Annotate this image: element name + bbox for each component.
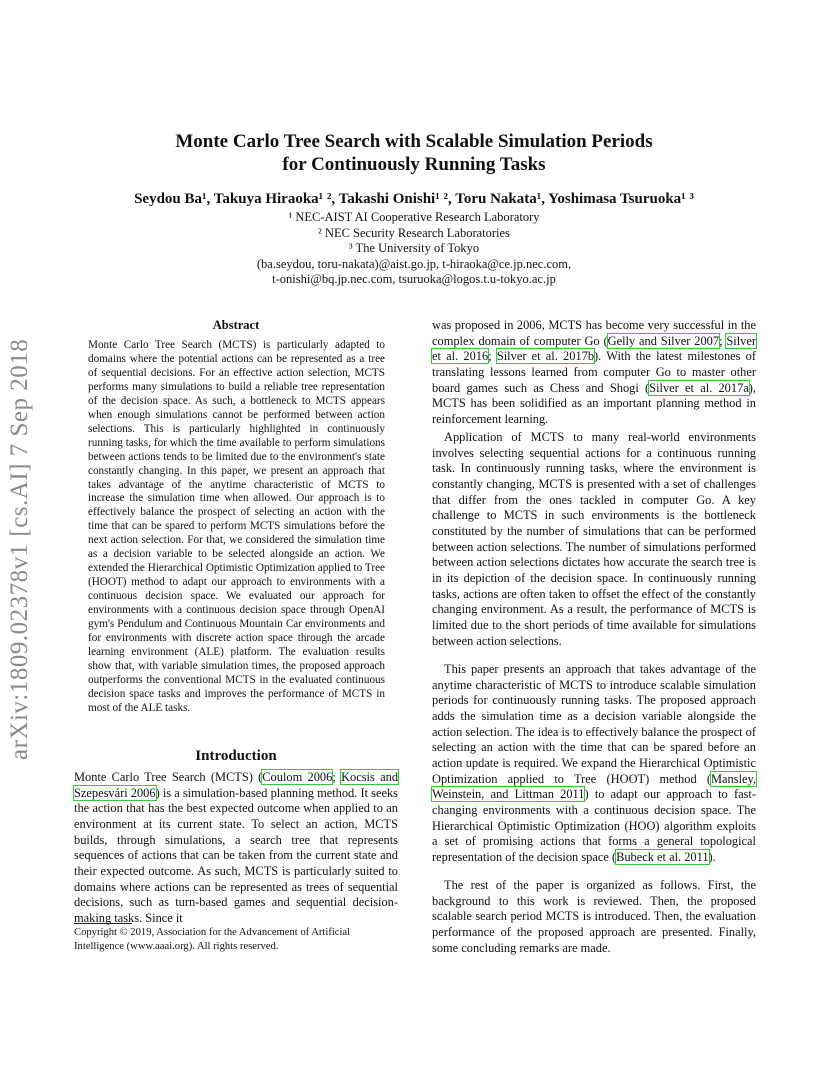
introduction-heading: Introduction — [195, 748, 277, 764]
citation-link[interactable]: Mansley, Weinstein, and Littman 2011 — [432, 771, 756, 802]
introduction-paragraph — [74, 770, 398, 927]
body-text: This paper presents an approach that takes advantage of the anytime characteristic of MCTS to introduce scalable simulation periods for continuously running tasks. The proposed approach adds the simulation time as a decision variable alongside the action selection. The idea is to effectively balance the prospect of selecting an action with the time that can be spared before an action update is required. We expand the Hierarchical Optimistic Optimization applied to Tree (HOOT) method ( — [432, 662, 756, 786]
citation-link[interactable]: Bubeck et al. 2011 — [616, 849, 709, 864]
title-line-1: Monte Carlo Tree Search with Scalable Simulation Periods — [175, 131, 653, 152]
body-text: ; — [719, 333, 727, 348]
footnote-rule — [74, 923, 132, 924]
intro-text: Monte Carlo Tree Search (MCTS) ( — [74, 770, 263, 784]
citation-link[interactable]: Gelly and Silver 2007 — [607, 333, 720, 348]
citation-link[interactable]: Silver et al. 2017b — [496, 349, 595, 364]
right-paragraph-3 — [432, 662, 756, 866]
body-text: ). With the latest milestones of translating lessons learned from computer Go to master other board games such as Chess and Shogi ( — [432, 349, 756, 395]
affiliation-3: ³ The University of Tokyo — [348, 241, 480, 255]
abstract-text: Monte Carlo Tree Search (MCTS) is particularly adapted to domains where the potential actions can be represented as a tree of sequential decisions. For an effective action selection, MCTS performs many simulations to build a reliable tree representation of the decision space. As such, a bottleneck to MCTS appears when enough simulations cannot be performed between action selections. This is particularly highlighted in continuously running tasks, for which the time available to perform simulations between actions tends to be limited due to the environment's state constantly changing. In this paper, we present an approach that takes advantage of the anytime characteristic of MCTS to increase the simulation time when allowed. Our approach is to effectively balance the prospect of selecting an action with the time that can be spared to perform MCTS simulations before the next action selection. For that, we considered the simulation time as a decision variable to be selected alongside an action. We extended the Hierarchical Optimistic Optimization applied to Tree (HOOT) method to adapt our approach to environments with a continuous decision space. We evaluated our approach for environments with a continuous decision space through OpenAI gym's Pendulum and Continuous Mountain Car environments and for environments with discrete action space through the arcade learning environment (ALE) platform. The evaluation results show that, with variable simulation times, the proposed approach outperforms the conventional MCTS in the evaluated continuous decision space tasks and improves the performance of MCTS in most of the ALE tasks. — [88, 339, 385, 714]
citation-link[interactable]: Coulom 2006 — [262, 770, 333, 784]
title-line-2: for Continuously Running Tasks — [282, 154, 546, 175]
body-text: ), MCTS has been solidified as an important planning method in reinforcement learning. — [432, 380, 757, 426]
paper-title — [74, 130, 754, 176]
emails-line-2: t-onishi@bq.jp.nec.com, tsuruoka@logos.t.u-tokyo.ac.jp — [272, 272, 556, 286]
right-paragraph-4: The rest of the paper is organized as follows. First, the background to this work is reviewed. Then, the proposed scalable search period MCTS is introduced. Then, the evaluation performance of the proposed approach are presented. Finally, some concluding remarks are made. — [432, 878, 756, 955]
citation-link[interactable]: Silver et al. 2017a — [649, 380, 749, 395]
citation-link[interactable]: Silver et al. 2016 — [432, 333, 757, 364]
right-paragraph-2: Application of MCTS to many real-world environments involves selecting sequential actions for a continuous running task. In continuously running tasks, where the environment is constantly changing, MCTS is presented with a set of challenges that differ from the ones tackled in computer Go. A key challenge to MCTS in such environments is the bottleneck constituted by the number of simulations that can be performed between action selections. The number of simulations performed between action selections dictates how accurate the search tree is in its depiction of the decision space. In continuously running tasks, actions are often taken to offset the effect of the constantly changing environment. As a result, the performance of MCTS is limited due to the short periods of time available for simulations between action selections. — [432, 430, 756, 648]
body-text: ) to adapt our approach to fast-changing environments with a continuous decision space. The Hierarchical Optimistic Optimization (HOO) algorithm exploits a set of promising actions that forms a general topological representation of the decision space ( — [432, 787, 756, 864]
arxiv-stamp: arXiv:1809.02378v1 [cs.AI] 7 Sep 2018 — [6, 338, 33, 760]
intro-text: ) is a simulation-based planning method. It seeks the action that has the best expected outcome when applied to an environment at its current state. To select an action, MCTS builds, through simulations, a search tree that represents sequences of actions that can be taken from the current state and their expected outcome. As such, MCTS is particularly suited to domains where actions can be represented as trees of sequential decisions, such as turn-based games and sequential decision-making tasks. Since it — [74, 785, 398, 925]
body-text: ). — [708, 849, 716, 864]
right-paragraph-1 — [432, 318, 756, 428]
affiliation-1: ¹ NEC-AIST AI Cooperative Research Laboratory — [288, 210, 540, 224]
copyright-footnote: Copyright © 2019, Association for the Advancement of Artificial Intelligence (www.aaai.org). All rights reserved. — [74, 927, 351, 952]
citation-link[interactable]: Kocsis and Szepesvári 2006 — [74, 770, 399, 800]
emails-line-1: (ba.seydou, toru-nakata)@aist.go.jp, t-hiraoka@ce.jp.nec.com, — [256, 256, 572, 271]
intro-text: ; — [332, 770, 342, 784]
affiliation-2: ² NEC Security Research Laboratories — [318, 225, 510, 240]
abstract-heading: Abstract — [212, 318, 260, 332]
body-text: was proposed in 2006, MCTS has become very successful in the complex domain of computer Go ( — [432, 318, 756, 348]
body-text: ; — [488, 349, 497, 364]
author-list: Seydou Ba¹, Takuya Hiraoka¹ ², Takashi Onishi¹ ², Toru Nakata¹, Yoshimasa Tsuruoka¹ ³ — [134, 191, 694, 207]
